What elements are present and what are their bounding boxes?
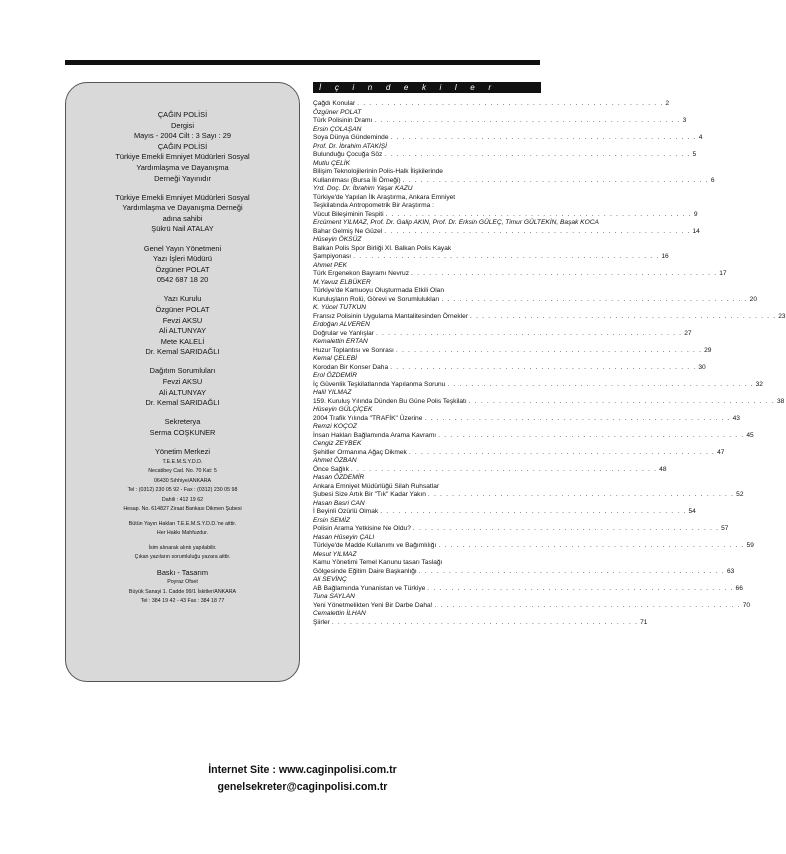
board-member: Ali ALTUNYAY	[158, 326, 207, 336]
toc-entry-line	[313, 210, 698, 220]
toc-entry-author: K. Yücel TUTKUN	[313, 304, 367, 311]
toc-entry	[313, 312, 786, 330]
toc-entry-title: Yeni Yönetmelikten Yeni Bir Darbe Daha!	[313, 601, 433, 609]
toc-entry-title: Kuruluşların Rolü, Görevi ve Sorumlulukları	[313, 295, 440, 303]
toc-entry-line	[313, 431, 754, 441]
publisher-line: Türkiye Emekli Emniyet Müdürleri Sosyal	[115, 152, 250, 162]
toc-entry-author: M.Yavuz ELBÜKER	[313, 278, 371, 286]
toc-entry-line	[313, 465, 667, 475]
hq-title: Yönetim Merkezi	[154, 447, 211, 457]
toc-entry-title: Soya Dünya Gündeminde	[313, 134, 389, 141]
email-link[interactable]: genelsekreter@caginpolisi.com.tr	[217, 781, 388, 793]
toc-entry-page: 47	[717, 448, 725, 456]
toc-entry-page: 54	[688, 508, 696, 515]
toc-entry	[313, 287, 758, 313]
toc-entry-page: 43	[732, 414, 740, 422]
toc-entry-author: Ali SEVİNÇ	[313, 576, 347, 583]
toc-entry-line	[313, 329, 692, 339]
rights-sub: Her Hakkı Mahfuzdur.	[156, 530, 209, 537]
toc-entry-line	[313, 270, 727, 279]
toc-entry-page: 38	[776, 397, 785, 405]
toc-leader-dots: . . . . . . . . . . . . . . . . . . . . . . . . . . . . . . . . . . . . . . . . . . . . . . . . . . .	[447, 380, 754, 388]
toc-entry-author: Remzi KOÇOZ	[313, 423, 357, 430]
toc-entry-author: Erol ÖZDEMİR	[313, 372, 357, 379]
toc-entry-page: 30	[698, 363, 706, 371]
toc-entry	[313, 134, 703, 151]
toc-entry-page: 2	[665, 100, 670, 107]
hq-account: Hesap. No. 614827 Ziraat Bankası Dikmen Şubesi	[123, 506, 242, 513]
table-of-contents	[313, 82, 786, 627]
toc-entry-page: 48	[659, 465, 667, 473]
toc-leader-dots: . . . . . . . . . . . . . . . . . . . . . . . . . . . . . . . . . . . . . . . . . . . . . . . . . . .	[411, 270, 718, 277]
secretary-name: Serma COŞKUNER	[149, 427, 216, 437]
gm-role: Yazı İşleri Müdürü	[152, 254, 212, 264]
toc-entry-author: Erdoğan ALVEREN	[313, 321, 370, 328]
toc-leader-dots: . . . . . . . . . . . . . . . . . . . . . . . . . . . . . . . . . . . . . . . . . . . . . . . . . . .	[408, 448, 716, 456]
imprint-panel	[65, 82, 300, 682]
toc-entry-page: 5	[692, 151, 697, 158]
toc-leader-dots: . . . . . . . . . . . . . . . . . . . . . . . . . . . . . . . . . . . . . . . . . . . . . . . . . . .	[390, 134, 697, 141]
publisher-line: Derneği Yayınıdır	[154, 173, 211, 183]
toc-entry	[313, 448, 725, 466]
hq-address: Necatibey Cad. No. 70 Kat: 5	[148, 468, 217, 475]
toc-entry	[313, 525, 729, 542]
top-rule	[65, 60, 540, 65]
toc-entry-line	[313, 253, 669, 262]
toc-entry-page: 17	[719, 270, 727, 277]
toc-entry-title: Huzur Toplantısı ve Sonrası	[313, 346, 394, 354]
owner-line: Yardımlaşma ve Dayanışma Derneği	[122, 203, 243, 213]
owner-line: Türkiye Emekli Emniyet Müdürleri Sosyal	[115, 192, 250, 202]
toc-entry-author: Cengiz ZEYBEK	[313, 440, 362, 447]
toc-entry-title: Korodan Bir Konser Daha	[313, 363, 389, 371]
magazine-name: ÇAĞIN POLİSİ	[157, 110, 208, 119]
toc-entry-title: Polisin Arama Yetkisine Ne Oldu?	[313, 525, 411, 532]
toc-entry-author: Özgüner POLAT	[313, 108, 362, 116]
toc-leader-dots: . . . . . . . . . . . . . . . . . . . . . . . . . . . . . . . . . . . . . . . . . . . . . . . . . . .	[412, 525, 720, 532]
toc-leader-dots: . . . . . . . . . . . . . . . . . . . . . . . . . . . . . . . . . . . . . . . . . . . . . . . . . . .	[390, 363, 697, 371]
toc-entry	[313, 542, 754, 559]
toc-entry	[313, 584, 743, 602]
toc-entry-line	[313, 100, 670, 109]
toc-leader-dots: . . . . . . . . . . . . . . . . . . . . . . . . . . . . . . . . . . . . . . . . . . . . . . . . . . .	[380, 508, 687, 515]
toc-entry-title: İnsan Hakları Bağlamında Arama Kavramı	[313, 431, 437, 439]
toc-entry-author: Hüseyin GÜLÇİÇEK	[313, 406, 373, 413]
toc-entry	[313, 559, 735, 585]
toc-entry-line	[313, 151, 697, 160]
toc-entry-title: Türkiye'de Madde Kullanımı ve Bağımlılığı	[313, 542, 437, 549]
toc-entry-author: Hüseyin ÖKSÜZ	[313, 236, 362, 243]
board-member: Mete KALELİ	[160, 336, 205, 346]
toc-entry-author: Hasan Basri CAN	[313, 499, 365, 507]
toc-entry-line	[313, 491, 744, 500]
magazine-name-2: ÇAĞIN POLİSİ	[157, 141, 208, 151]
gm-title: Genel Yayın Yönetmeni	[143, 243, 222, 253]
toc-entry	[313, 431, 754, 449]
toc-entry-title-part: Ankara Emniyet Müdürlüğü Silah Ruhsatlar	[313, 482, 440, 490]
toc-entry-title: Şehitler Ormanına Ağaç Dikmek	[313, 448, 407, 456]
toc-entry	[313, 193, 698, 228]
toc-leader-dots: . . . . . . . . . . . . . . . . . . . . . . . . . . . . . . . . . . . . . . . . . . . . . . . . . . .	[395, 346, 703, 354]
toc-entry-page: 70	[742, 601, 751, 609]
toc-entry-author: Halil YILMAZ	[313, 389, 352, 396]
toc-entry-line	[313, 295, 758, 305]
toc-entry-title: Vücut Bileşiminin Tespiti	[313, 210, 384, 218]
toc-entry-line	[313, 134, 703, 143]
toc-entry	[313, 601, 751, 619]
toc-entry-line	[313, 312, 786, 322]
toc-entry-title: İç Güvenlik Teşkilatlarında Yapılanma Sorunu	[313, 380, 446, 388]
print-tel: Tel : 384 19 42 - 43 Fax : 384 18 77	[140, 598, 225, 605]
toc-entry-line	[313, 176, 715, 186]
toc-entry-page: 52	[736, 491, 744, 498]
issue-info: Mayıs - 2004 Cilt : 3 Sayı : 29	[134, 131, 231, 141]
board-title: Yazı Kurulu	[163, 294, 202, 304]
toc-entry-title: Çağdı Konular	[313, 100, 356, 107]
toc-entry-author: Kemal ÇELEBİ	[313, 355, 357, 362]
print-name: Poyraz Ofset	[167, 579, 198, 586]
print-address: Büyük Sanayi 1. Cadde 99/1 İskitler/ANKARA	[128, 588, 237, 595]
toc-entry	[313, 482, 744, 509]
toc-entry-author: Hasan Hüseyin ÇALI	[313, 533, 375, 541]
toc-entry	[313, 100, 670, 117]
secretary-title: Sekreterya	[164, 417, 201, 427]
toc-entry-page: 59	[746, 542, 754, 549]
toc-entry	[313, 397, 785, 415]
toc-entry-author: Kemalettin ERTAN	[313, 338, 368, 345]
board-member: Dr. Kemal SARIDAĞLI	[145, 347, 220, 357]
toc-entry-line	[313, 117, 687, 126]
toc-entry-title: İ Beyinli Ozürlü Olmak	[313, 508, 379, 515]
toc-leader-dots: . . . . . . . . . . . . . . . . . . . . . . . . . . . . . . . . . . . . . . . . . . . . . . . . . . .	[375, 329, 683, 337]
toc-entry-line	[313, 525, 729, 534]
toc-entry-title: Şampiyonası	[313, 253, 352, 260]
toc-leader-dots: . . . . . . . . . . . . . . . . . . . . . . . . . . . . . . . . . . . . . . . . . . . . . . . . . . .	[434, 601, 741, 609]
toc-leader-dots: . . . . . . . . . . . . . . . . . . . . . . . . . . . . . . . . . . . . . . . . . . . . . . . . . . .	[384, 151, 691, 158]
dist-title: Dağıtım Sorumluları	[149, 366, 216, 376]
toc-entry-title: Türk Polisinin Dramı	[313, 117, 373, 124]
toc-entry-author: Mutlu ÇELİK	[313, 159, 351, 167]
toc-leader-dots: . . . . . . . . . . . . . . . . . . . . . . . . . . . . . . . . . . . . . . . . . . . . . . . . . . .	[357, 100, 664, 107]
toc-entry-page: 6	[710, 176, 715, 184]
toc-entry-line	[313, 584, 743, 594]
toc-entry-author: Ahmet PEK	[313, 261, 348, 269]
toc-entry-page: 71	[640, 618, 648, 626]
toc-entry-title-part: Teşkilatında Antropometrik Bir Araştırma :	[313, 202, 434, 209]
toc-entry-page: 27	[684, 329, 692, 337]
toc-entry-title: Şiirler	[313, 618, 330, 626]
toc-entry-line	[313, 448, 725, 458]
toc-entry-title: Bulunduğu Çocuğa Söz	[313, 151, 383, 158]
website-link[interactable]: İnternet Site : www.caginpolisi.com.tr	[208, 764, 397, 776]
toc-entry-title-part: Kamu Yönetimi Temel Kanunu tasarı Taslağı	[313, 559, 443, 566]
dist-member: Dr. Kemal SARIDAĞLI	[145, 398, 220, 408]
toc-header: İçindekiler	[313, 82, 541, 93]
toc-entry-author: Prof. Dr. İbrahim ATAKİŞİ	[313, 142, 388, 150]
toc-leader-dots: . . . . . . . . . . . . . . . . . . . . . . . . . . . . . . . . . . . . . . . . . . . . . . . . . . .	[427, 491, 735, 498]
toc-entry	[313, 414, 740, 432]
toc-leader-dots: . . . . . . . . . . . . . . . . . . . . . . . . . . . . . . . . . . . . . . . . . . . . . . . . . . .	[331, 618, 639, 626]
toc-entry-title: Bahar Gelmiş Ne Güzel	[313, 227, 383, 235]
footer-links	[0, 762, 605, 796]
toc-entry-title-part: Türkiye'de Kamuoyu Oluşturmada Etkili Olan	[313, 287, 444, 294]
toc-entry-author: Ercüment YILMAZ, Prof. Dr. Galip AKIN, Prof. Dr. Erksin GÜLEÇ, Timur GÜLTEKİN, Başak KOCA	[313, 219, 599, 226]
toc-entry-author: Yrd. Doç. Dr. İbrahim Yaşar KAZU	[313, 185, 413, 192]
toc-entry-author: Mesut YILMAZ	[313, 550, 357, 558]
toc-entry	[313, 618, 648, 628]
magazine-type: Dergisi	[171, 120, 194, 130]
rights: Bütün Yayın Hakları T.E.E.M.S.Y.D.D.'ne aittir.	[128, 520, 237, 527]
toc-leader-dots: . . . . . . . . . . . . . . . . . . . . . . . . . . . . . . . . . . . . . . . . . . . . . . . . . . .	[350, 465, 658, 473]
publisher-line: Yardımlaşma ve Dayanışma	[136, 162, 229, 172]
toc-leader-dots: . . . . . . . . . . . . . . . . . . . . . . . . . . . . . . . . . . . . . . . . . . . . . . . . . . .	[468, 397, 775, 405]
hq-ext: Dahili : 412 19 62	[161, 496, 204, 503]
toc-entry	[313, 465, 667, 483]
hq-org: T.E.E.M.S.Y.D.D.	[162, 458, 203, 465]
toc-leader-dots: . . . . . . . . . . . . . . . . . . . . . . . . . . . . . . . . . . . . . . . . . . . . . . . . . . .	[418, 567, 725, 575]
toc-entry-title: 159. Kuruluş Yılında Dünden Bu Güne Polis Teşkilatı	[313, 397, 467, 405]
toc-entry	[313, 117, 687, 134]
board-member: Fevzi AKSU	[162, 315, 203, 325]
toc-leader-dots: . . . . . . . . . . . . . . . . . . . . . . . . . . . . . . . . . . . . . . . . . . . . . . . . . . .	[374, 117, 681, 124]
toc-entry-title-part: Balkan Polis Spor Birliği XI. Balkan Polis Kayak	[313, 244, 452, 252]
toc-entry-title: Doğrular ve Yanlışlar	[313, 329, 374, 337]
toc-entry-line	[313, 542, 754, 551]
toc-leader-dots: . . . . . . . . . . . . . . . . . . . . . . . . . . . . . . . . . . . . . . . . . . . . . . . . . . .	[438, 542, 745, 549]
dist-member: Ali ALTUNYAY	[158, 387, 207, 397]
toc-leader-dots: . . . . . . . . . . . . . . . . . . . . . . . . . . . . . . . . . . . . . . . . . . . . . . . . . . .	[427, 584, 734, 592]
toc-entry-title: Önce Sağlık	[313, 465, 349, 473]
toc-leader-dots: . . . . . . . . . . . . . . . . . . . . . . . . . . . . . . . . . . . . . . . . . . . . . . . . . . .	[402, 176, 709, 184]
toc-entry-title: Türk Ergenekon Bayramı Nevruz	[313, 270, 410, 277]
toc-entry-page: 45	[746, 431, 754, 439]
toc-entry-page: 66	[735, 584, 743, 592]
toc-entry	[313, 363, 706, 381]
toc-entry-author: Ersin ÇOLAŞAN	[313, 125, 362, 133]
toc-leader-dots: . . . . . . . . . . . . . . . . . . . . . . . . . . . . . . . . . . . . . . . . . . . . . . . . . . .	[353, 253, 660, 260]
toc-entry-author: Tuna SAYLAN	[313, 593, 355, 600]
responsibility-note: Çıkan yazıların sorumluluğu yazara aittir.	[134, 554, 231, 561]
toc-entry-page: 16	[661, 253, 669, 260]
toc-entry-page: 23	[778, 312, 786, 320]
toc-entry-page: 14	[692, 227, 700, 235]
toc-entry-line	[313, 227, 700, 237]
toc-entry-page: 3	[682, 117, 687, 124]
toc-entry	[313, 380, 763, 398]
owner-name: Şükrü Nail ATALAY	[151, 224, 214, 234]
toc-entry-author: Hasan ÖZDEMİR	[313, 474, 365, 481]
toc-entry-title: Kullanılması (Bursa İli Örneği)	[313, 176, 401, 184]
toc-entry-author: Cemalettin İLHAN	[313, 610, 366, 617]
toc-entry	[313, 151, 697, 168]
toc-entry	[313, 346, 712, 364]
toc-entry-title: AB Bağlamında Yunanistan ve Türkiye	[313, 584, 426, 592]
toc-entry-line	[313, 363, 706, 373]
toc-entry-author: Ahmet ÖZBAN	[313, 457, 357, 464]
toc-entry-page: 20	[749, 295, 758, 303]
toc-entry-page: 29	[704, 346, 712, 354]
toc-leader-dots: . . . . . . . . . . . . . . . . . . . . . . . . . . . . . . . . . . . . . . . . . . . . . . . . . . .	[438, 431, 745, 439]
toc-entry	[313, 168, 715, 194]
toc-entry-page: 57	[721, 525, 729, 532]
toc-list	[313, 100, 786, 627]
gm-phone: 0542 687 18 20	[156, 275, 209, 285]
toc-entry-title: Gölgesinde Eğitim Daire Başkanlığı	[313, 567, 417, 575]
dist-member: Fevzi AKSU	[162, 377, 203, 387]
print-title: Baskı - Tasarım	[156, 567, 209, 577]
quote-note: İsim alınarak alıntı yapılabilir.	[148, 544, 217, 551]
toc-entry-title: 2004 Trafik Yılında "TRAFİK" Üzerine	[313, 414, 423, 422]
toc-entry-page: 32	[755, 380, 763, 388]
toc-entry	[313, 227, 700, 245]
toc-entry	[313, 508, 696, 525]
gm-name: Özgüner POLAT	[155, 264, 210, 274]
hq-address: 06430 Sıhhiye/ANKARA	[153, 477, 212, 484]
toc-leader-dots: . . . . . . . . . . . . . . . . . . . . . . . . . . . . . . . . . . . . . . . . . . . . . . . . . . .	[441, 295, 748, 303]
toc-entry-title: Şubesi Size Artık Bir "Tık" Kadar Yakın	[313, 491, 426, 498]
toc-entry-author: Ersin SEMİZ	[313, 516, 351, 524]
toc-entry-title-part: Türkiye'de Yapılan İlk Araştırma, Ankara Emniyet	[313, 193, 456, 201]
toc-entry-line	[313, 380, 763, 390]
toc-leader-dots: . . . . . . . . . . . . . . . . . . . . . . . . . . . . . . . . . . . . . . . . . . . . . . . . . . .	[384, 227, 691, 235]
toc-entry-page: 4	[698, 134, 703, 141]
toc-entry-page: 63	[726, 567, 735, 575]
toc-entry-line	[313, 601, 751, 611]
toc-entry-line	[313, 414, 740, 424]
owner-line: adına sahibi	[162, 213, 203, 223]
toc-entry-page: 9	[693, 210, 698, 218]
toc-leader-dots: . . . . . . . . . . . . . . . . . . . . . . . . . . . . . . . . . . . . . . . . . . . . . . . . . . .	[424, 414, 731, 422]
board-member: Özgüner POLAT	[155, 305, 210, 314]
hq-tel: Tel : (0312) 230 05 92 - Fax : (0312) 230 05 98	[127, 487, 238, 494]
toc-entry-line	[313, 346, 712, 356]
toc-entry-line	[313, 567, 735, 577]
toc-entry	[313, 329, 692, 347]
toc-entry	[313, 270, 727, 287]
toc-entry-title: Fransız Polisinin Uygulama Mantalitesinden Örnekler	[313, 312, 469, 320]
toc-entry-line	[313, 508, 696, 517]
toc-leader-dots: . . . . . . . . . . . . . . . . . . . . . . . . . . . . . . . . . . . . . . . . . . . . . . . . . . .	[470, 312, 777, 320]
toc-entry-line	[313, 397, 785, 407]
toc-entry-title-part: Bilişim Teknolojilerinin Polis-Halk İlişkilerinde	[313, 168, 443, 175]
toc-entry-line	[313, 618, 648, 628]
toc-entry	[313, 244, 669, 271]
toc-leader-dots: . . . . . . . . . . . . . . . . . . . . . . . . . . . . . . . . . . . . . . . . . . . . . . . . . . .	[385, 210, 692, 218]
